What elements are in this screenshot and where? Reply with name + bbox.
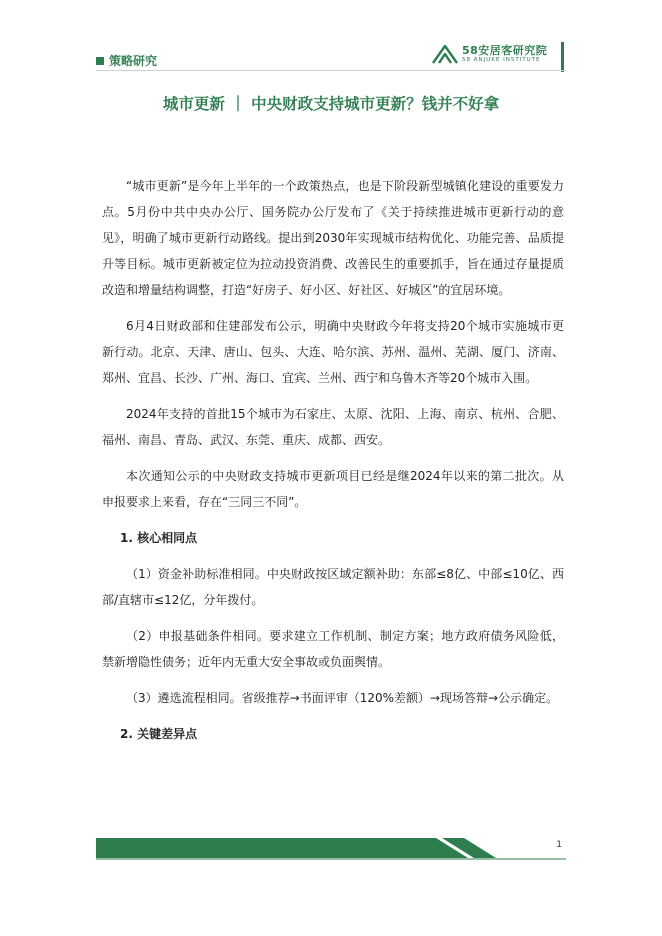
logo-english-name: 58 ANJUKE INSTITUTE: [462, 56, 541, 63]
header-accent-bar: [561, 42, 564, 72]
brand-logo: [432, 44, 547, 64]
page-number: 1: [556, 840, 562, 850]
list-item: （3）遴选流程相同。省级推荐→书面评审（120%差额）→现场答辩→公示确定。: [126, 691, 559, 705]
list-item: （1）资金补助标准相同。中央财政按区域定额补助：东部≤8亿、中部≤10亿、西部/直辖市≤12亿，分年拨付。: [102, 567, 564, 607]
article-body: [102, 173, 564, 757]
paragraph: 6月4日财政部和住建部发布公示，明确中央财政今年将支持20个城市实施城市更新行动。北京、天津、唐山、包头、大连、哈尔滨、苏州、温州、芜湖、厦门、济南、郑州、宜昌、长沙、广州、海口、宜宾、兰州、西宁和乌鲁木齐等20个城市入围。: [102, 319, 564, 385]
section-tag: [96, 52, 157, 69]
paragraph: “城市更新”是今年上半年的一个政策热点，也是下阶段新型城镇化建设的重要发力点。5月份中共中央办公厅、国务院办公厅发布了《关于持续推进城市更新行动的意见》，明确了城市更新行动路线。提出到2030年实现城市结构优化、功能完善、品质提升等目标。城市更新被定位为拉动投资消费、改善民生的重要抓手，旨在通过存量提质改造和增量结构调整，打造“好房子、好小区、好社区、好城区”的宜居环境。: [102, 179, 564, 297]
paragraph: 2024年支持的首批15个城市为石家庄、太原、沈阳、上海、南京、杭州、合肥、福州、南昌、青岛、武汉、东莞、重庆、成都、西安。: [102, 407, 564, 447]
page-title: 城市更新 ｜ 中央财政支持城市更新？钱并不好拿: [162, 95, 500, 113]
list-item: （2）申报基础条件相同。要求建立工作机制、制定方案；地方政府债务风险低，禁新增隐性债务；近年内无重大安全事故或负面舆情。: [102, 629, 564, 669]
house-logo-icon: [432, 44, 458, 64]
header-divider: [96, 70, 566, 71]
section-heading: 1. 核心相同点: [120, 531, 198, 545]
paragraph: 本次通知公示的中央财政支持城市更新项目已经是继2024年以来的第二批次。从申报要求上来看，存在“三同三不同”。: [102, 469, 564, 509]
square-bullet-icon: [96, 57, 104, 65]
logo-chinese-name: 58安居客研究院: [462, 43, 548, 57]
section-tag-label: 策略研究: [109, 54, 158, 68]
page-footer: [96, 832, 566, 860]
footer-band: [96, 832, 566, 860]
section-heading: 2. 关键差异点: [120, 727, 198, 741]
